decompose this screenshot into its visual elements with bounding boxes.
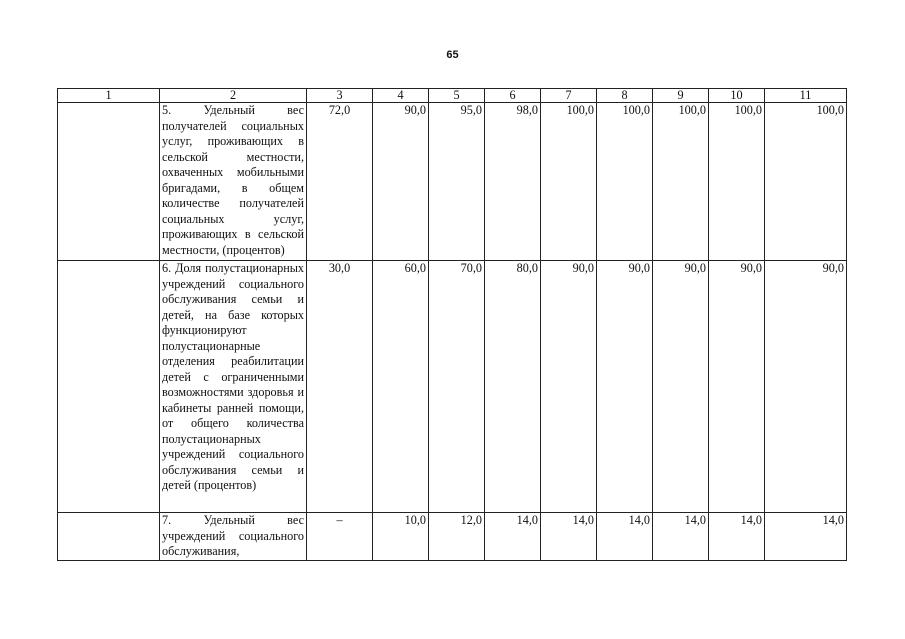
value-cell: 14,0 [541, 513, 597, 561]
value-cell: 100,0 [597, 103, 653, 261]
indicator-text: 6. Доля полустационарных учреждений социального обслуживания семьи и детей, на базе которых функционируют полустационарные отделения реабилитации детей с ограниченными возможностями здоровья и кабинеты ранней помощи, от общего количества полустационарных учреждений социального обслуживания семьи и детей (процентов) [160, 261, 307, 513]
column-header: 2 [160, 89, 307, 103]
value-cell: 90,0 [541, 261, 597, 513]
column-header: 1 [58, 89, 160, 103]
table-cell-empty [58, 513, 160, 561]
indicators-table [57, 88, 847, 561]
value-cell: 90,0 [373, 103, 429, 261]
value-cell: 14,0 [709, 513, 765, 561]
column-header: 9 [653, 89, 709, 103]
page-number: 65 [446, 49, 459, 61]
table-row [58, 513, 847, 561]
value-cell: 30,0 [307, 261, 373, 513]
table-cell-empty [58, 103, 160, 261]
column-header: 6 [485, 89, 541, 103]
column-header: 11 [765, 89, 847, 103]
value-cell: – [307, 513, 373, 561]
value-cell: 12,0 [429, 513, 485, 561]
value-cell: 80,0 [485, 261, 541, 513]
value-cell: 14,0 [765, 513, 847, 561]
value-cell: 100,0 [709, 103, 765, 261]
value-cell: 14,0 [485, 513, 541, 561]
value-cell: 60,0 [373, 261, 429, 513]
table-header-row [58, 89, 847, 103]
value-cell: 90,0 [653, 261, 709, 513]
value-cell: 90,0 [765, 261, 847, 513]
value-cell: 72,0 [307, 103, 373, 261]
indicator-text: 7. Удельный вес учреждений социального обслуживания, [160, 513, 307, 561]
value-cell: 95,0 [429, 103, 485, 261]
column-header: 10 [709, 89, 765, 103]
indicator-text: 5. Удельный вес получателей социальных услуг, проживающих в сельской местности, охваченных мобильными бригадами, в общем количестве получателей социальных услуг, проживающих в сельской местности, (процентов) [160, 103, 307, 261]
column-header: 8 [597, 89, 653, 103]
value-cell: 98,0 [485, 103, 541, 261]
value-cell: 70,0 [429, 261, 485, 513]
table-cell-empty [58, 261, 160, 513]
value-cell: 14,0 [653, 513, 709, 561]
value-cell: 14,0 [597, 513, 653, 561]
value-cell: 10,0 [373, 513, 429, 561]
column-header: 3 [307, 89, 373, 103]
value-cell: 90,0 [597, 261, 653, 513]
column-header: 4 [373, 89, 429, 103]
value-cell: 100,0 [541, 103, 597, 261]
column-header: 5 [429, 89, 485, 103]
value-cell: 100,0 [765, 103, 847, 261]
value-cell: 90,0 [709, 261, 765, 513]
table-row [58, 103, 847, 261]
column-header: 7 [541, 89, 597, 103]
value-cell: 100,0 [653, 103, 709, 261]
table-row [58, 261, 847, 513]
